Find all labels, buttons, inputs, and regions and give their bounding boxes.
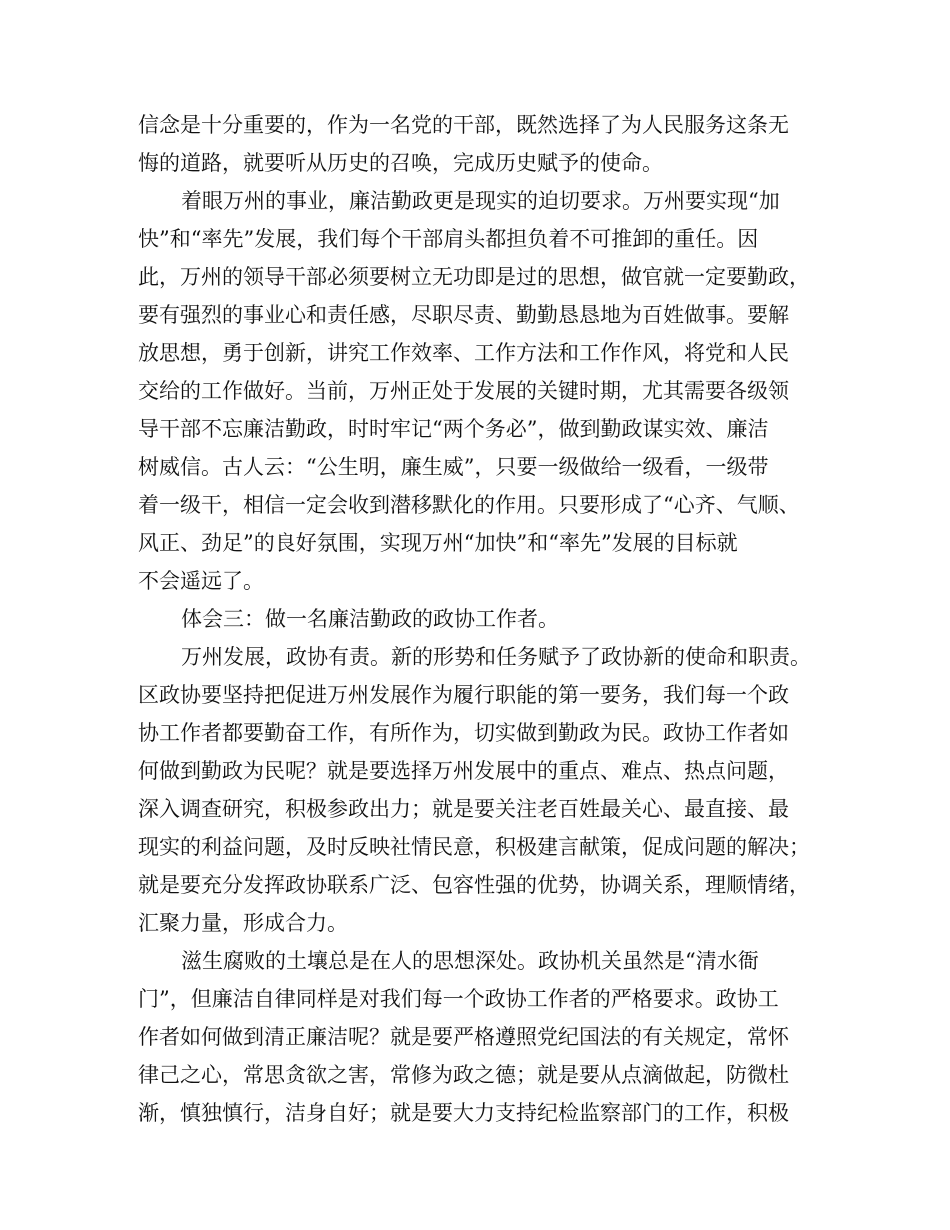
- text-line: 快”和“率先”发展，我们每个干部肩头都担负着不可推卸的重任。因: [138, 227, 759, 251]
- text-line: 要有强烈的事业心和责任感，尽职尽责、勤勤恳恳地为百姓做事。要解: [138, 303, 789, 327]
- text-line: 就是要充分发挥政协联系广泛、包容性强的优势，协调关系，理顺情绪，: [138, 873, 810, 897]
- text-line: 此，万州的领导干部必须要树立无功即是过的思想，做官就一定要勤政，: [138, 265, 810, 289]
- text-line: 现实的利益问题，及时反映社情民意，积极建言献策，促成问题的解决；: [138, 835, 810, 859]
- text-line: 万州发展，政协有责。新的形势和任务赋予了政协新的使命和职责。: [181, 645, 811, 669]
- text-line: 渐，慎独慎行，洁身自好；就是要大力支持纪检监察部门的工作，积极: [138, 1101, 789, 1125]
- text-line: 悔的道路，就要听从历史的召唤，完成历史赋予的使命。: [138, 151, 663, 175]
- text-line: 放思想，勇于创新，讲究工作效率、工作方法和工作作风，将党和人民: [138, 341, 789, 365]
- text-line: 不会遥远了。: [138, 569, 264, 593]
- text-line: 汇聚力量，形成合力。: [138, 911, 348, 935]
- text-line: 交给的工作做好。当前，万州正处于发展的关键时期，尤其需要各级领: [138, 379, 789, 403]
- text-line: 滋生腐败的土壤总是在人的思想深处。政协机关虽然是“清水衙: [181, 949, 759, 973]
- section-heading: 体会三：做一名廉洁勤政的政协工作者。: [181, 607, 559, 631]
- text-line: 风正、劲足”的良好氛围，实现万州“加快”和“率先”发展的目标就: [138, 531, 738, 555]
- text-line: 着一级干，相信一定会收到潜移默化的作用。只要形成了“心齐、气顺、: [138, 493, 800, 517]
- text-line: 树威信。古人云：“公生明，廉生威”，只要一级做给一级看，一级带: [138, 455, 769, 479]
- text-line: 律己之心，常思贪欲之害，常修为政之德；就是要从点滴做起，防微杜: [138, 1063, 789, 1087]
- text-line: 区政协要坚持把促进万州发展作为履行职能的第一要务，我们每一个政: [138, 683, 789, 707]
- text-line: 协工作者都要勤奋工作，有所作为，切实做到勤政为民。政协工作者如: [138, 721, 789, 745]
- text-line: 导干部不忘廉洁勤政，时时牢记“两个务必”，做到勤政谋实效、廉洁: [138, 417, 769, 441]
- text-line: 着眼万州的事业，廉洁勤政更是现实的迫切要求。万州要实现“加: [181, 189, 780, 213]
- text-line: 何做到勤政为民呢？就是要选择万州发展中的重点、难点、热点问题，: [138, 759, 789, 783]
- text-line: 门”，但廉洁自律同样是对我们每一个政协工作者的严格要求。政协工: [138, 987, 779, 1011]
- text-line: 信念是十分重要的，作为一名党的干部，既然选择了为人民服务这条无: [138, 113, 789, 137]
- text-line: 深入调查研究，积极参政出力；就是要关注老百姓最关心、最直接、最: [138, 797, 789, 821]
- text-line: 作者如何做到清正廉洁呢？就是要严格遵照党纪国法的有关规定，常怀: [138, 1025, 789, 1049]
